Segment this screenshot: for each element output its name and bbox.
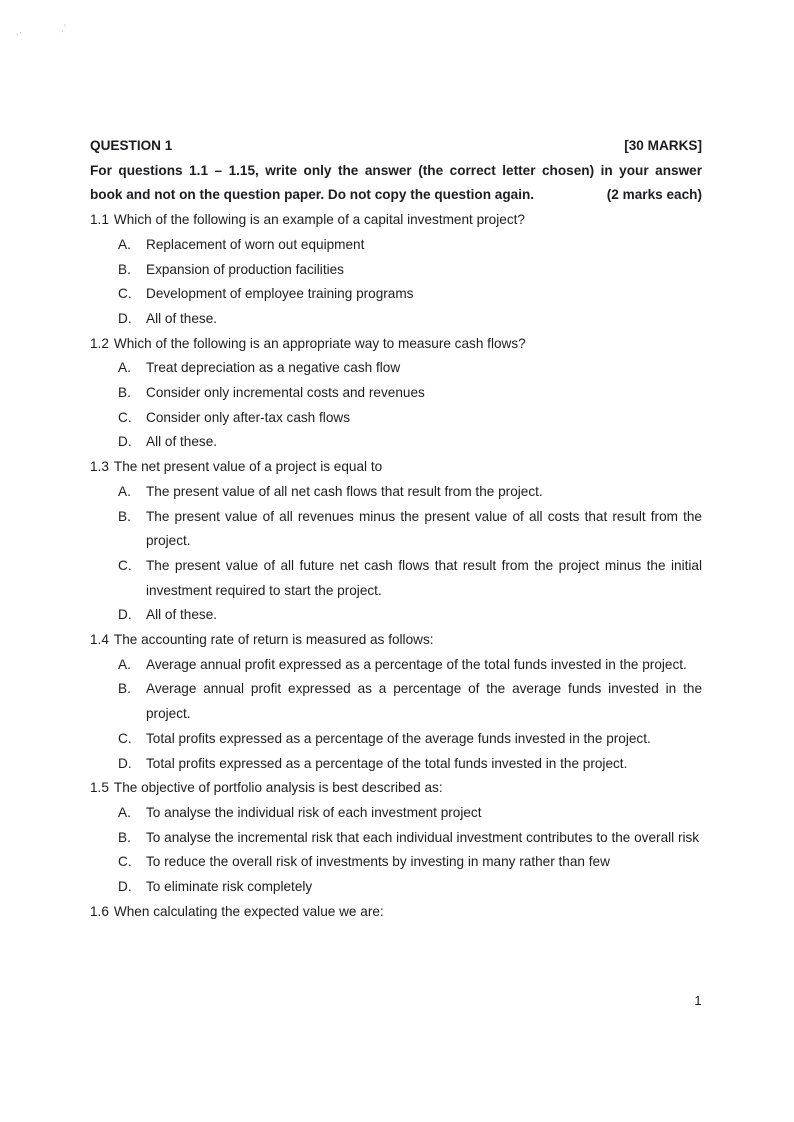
option-row [118, 258, 702, 283]
question-stem [90, 455, 702, 480]
option-row [118, 875, 702, 900]
question-block [90, 208, 702, 332]
question-stem [90, 776, 702, 801]
option-text: All of these. [146, 434, 218, 450]
option-letter: A. [118, 360, 131, 376]
option-text: To analyse the incremental risk that each individual investment contributes to the overall risk [146, 829, 700, 845]
option-row [118, 430, 702, 455]
option-letter: D. [118, 755, 132, 771]
question-stem [90, 628, 702, 653]
option-text: The present value of all future net cash flows that result from the project minus the initial investment required to start the project. [146, 557, 702, 598]
option-row [118, 282, 702, 307]
option-text: Total profits expressed as a percentage of the average funds invested in the project. [146, 730, 651, 746]
option-letter: D. [118, 310, 132, 326]
option-text: To eliminate risk completely [146, 879, 313, 895]
option-text: The present value of all net cash flows that result from the project. [146, 483, 543, 499]
option-text: Development of employee training programs [146, 286, 414, 302]
option-letter: D. [118, 434, 132, 450]
option-letter: B. [118, 681, 131, 697]
option-text: Consider only incremental costs and revenues [146, 385, 425, 401]
option-row [118, 307, 702, 332]
question-number: 1.6 [90, 903, 109, 919]
option-letter: A. [118, 483, 131, 499]
question-stem [90, 208, 702, 233]
option-row [118, 850, 702, 875]
option-text: Treat depreciation as a negative cash flow [146, 360, 401, 376]
option-letter: B. [118, 508, 131, 524]
question-number: 1.1 [90, 212, 109, 228]
scan-artifact: ,' [60, 22, 67, 35]
question-text: The accounting rate of return is measured as follows: [113, 632, 434, 648]
option-row [118, 554, 702, 603]
instructions-line-2-text: book and not on the question paper. Do not copy the question again. [90, 187, 535, 203]
option-text: All of these. [146, 310, 218, 326]
option-text: Expansion of production facilities [146, 261, 344, 277]
option-row [118, 356, 702, 381]
option-row [118, 752, 702, 777]
option-text: All of these. [146, 607, 218, 623]
option-text: Replacement of worn out equipment [146, 236, 365, 252]
page-number: 1 [694, 993, 702, 1008]
option-row [118, 677, 702, 726]
option-row [118, 653, 702, 678]
question-text: When calculating the expected value we are: [113, 903, 384, 919]
options-list [90, 480, 702, 628]
option-text: Average annual profit expressed as a percentage of the average funds invested in the project. [146, 681, 702, 722]
questions-list [90, 208, 702, 924]
options-list [90, 356, 702, 455]
option-text: Consider only after-tax cash flows [146, 409, 350, 425]
option-row [118, 801, 702, 826]
page-title: QUESTION 1 [90, 138, 173, 153]
option-text: Total profits expressed as a percentage of the total funds invested in the project. [146, 755, 628, 771]
question-block [90, 332, 702, 456]
marks-total: [30 MARKS] [624, 138, 702, 153]
option-letter: C. [118, 557, 132, 573]
question-block [90, 628, 702, 776]
question-text: The objective of portfolio analysis is best described as: [113, 780, 443, 796]
option-row [118, 233, 702, 258]
option-letter: B. [118, 829, 131, 845]
option-row [118, 603, 702, 628]
option-row [118, 505, 702, 554]
option-row [118, 381, 702, 406]
question-stem [90, 900, 702, 925]
option-letter: B. [118, 261, 131, 277]
question-number: 1.4 [90, 632, 109, 648]
option-row [118, 727, 702, 752]
instructions-line-1: For questions 1.1 – 1.15, write only the answer (the correct letter chosen) in your answer [90, 162, 702, 178]
instructions [90, 159, 702, 208]
option-letter: C. [118, 730, 132, 746]
option-row [118, 480, 702, 505]
options-list [90, 653, 702, 777]
marks-each-note: (2 marks each) [606, 187, 702, 203]
question-text: The net present value of a project is equal to [113, 459, 383, 475]
option-letter: B. [118, 385, 131, 401]
option-letter: C. [118, 409, 132, 425]
option-letter: D. [118, 607, 132, 623]
option-letter: A. [118, 656, 131, 672]
scan-artifact: ,· [15, 26, 23, 39]
page-content [90, 134, 702, 925]
question-text: Which of the following is an appropriate way to measure cash flows? [113, 335, 526, 351]
option-letter: C. [118, 286, 132, 302]
options-list [90, 233, 702, 332]
question-block [90, 455, 702, 628]
option-letter: C. [118, 854, 132, 870]
question-header [90, 134, 702, 159]
option-text: To analyse the individual risk of each investment project [146, 804, 482, 820]
question-text: Which of the following is an example of a capital investment project? [113, 212, 525, 228]
option-letter: D. [118, 879, 132, 895]
option-row [118, 826, 702, 851]
option-text: The present value of all revenues minus the present value of all costs that result from the project. [146, 508, 702, 549]
question-number: 1.2 [90, 335, 109, 351]
question-stem [90, 332, 702, 357]
question-block [90, 900, 702, 925]
question-number: 1.5 [90, 780, 109, 796]
option-letter: A. [118, 804, 131, 820]
question-block [90, 776, 702, 900]
option-letter: A. [118, 236, 131, 252]
options-list [90, 801, 702, 900]
option-row [118, 406, 702, 431]
question-number: 1.3 [90, 459, 109, 475]
option-text: Average annual profit expressed as a percentage of the total funds invested in the project. [146, 656, 687, 672]
option-text: To reduce the overall risk of investments by investing in many rather than few [146, 854, 610, 870]
instructions-line-2 [90, 183, 702, 208]
